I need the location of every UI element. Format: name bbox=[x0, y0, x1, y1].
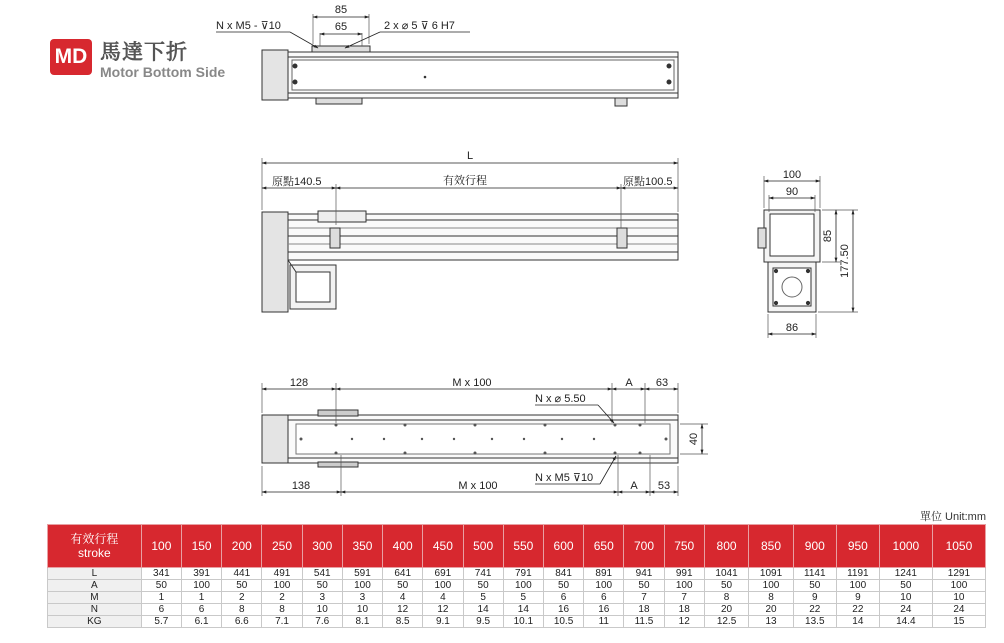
note-nxm5-top: N x M5 - ⊽10 bbox=[216, 20, 281, 32]
table-cell: 7 bbox=[664, 592, 704, 604]
row-label: A bbox=[48, 580, 142, 592]
table-cell: 6.6 bbox=[222, 616, 262, 628]
table-cell: 591 bbox=[342, 568, 382, 580]
stroke-header-value: 150 bbox=[181, 525, 221, 568]
table-cell: 10.5 bbox=[543, 616, 583, 628]
table-cell: 100 bbox=[423, 580, 463, 592]
dim-86-end: 86 bbox=[785, 322, 799, 334]
table-cell: 100 bbox=[342, 580, 382, 592]
table-cell: 14 bbox=[836, 616, 879, 628]
table-cell: 9.1 bbox=[423, 616, 463, 628]
table-cell: 100 bbox=[181, 580, 221, 592]
row-label: M bbox=[48, 592, 142, 604]
table-cell: 18 bbox=[664, 604, 704, 616]
table-cell: 8.5 bbox=[383, 616, 423, 628]
dim-85-top: 85 bbox=[334, 4, 348, 16]
table-cell: 100 bbox=[262, 580, 302, 592]
table-cell: 1291 bbox=[932, 568, 985, 580]
spec-table-header bbox=[48, 525, 986, 568]
table-row bbox=[48, 568, 986, 580]
table-cell: 100 bbox=[664, 580, 704, 592]
bottom-motor-block bbox=[262, 415, 288, 463]
table-cell: 14 bbox=[463, 604, 503, 616]
stroke-header-value: 100 bbox=[141, 525, 181, 568]
dim-origin-right: 原點100.5 bbox=[623, 176, 673, 188]
title-chinese: 馬達下折 bbox=[100, 41, 188, 64]
dim-100-end: 100 bbox=[782, 169, 802, 181]
stroke-header-value: 300 bbox=[302, 525, 342, 568]
note-nxm5-bottom: N x M5 ⊽10 bbox=[535, 472, 594, 484]
table-cell: 8 bbox=[749, 592, 793, 604]
row-label: KG bbox=[48, 616, 142, 628]
table-cell: 641 bbox=[383, 568, 423, 580]
table-cell: 6 bbox=[181, 604, 221, 616]
table-cell: 1 bbox=[141, 592, 181, 604]
table-cell: 1 bbox=[181, 592, 221, 604]
table-cell: 6.1 bbox=[181, 616, 221, 628]
table-cell: 10 bbox=[302, 604, 342, 616]
stroke-header-value: 700 bbox=[624, 525, 664, 568]
table-cell: 22 bbox=[793, 604, 836, 616]
table-cell: 5 bbox=[503, 592, 543, 604]
table-cell: 50 bbox=[624, 580, 664, 592]
stroke-header-value: 250 bbox=[262, 525, 302, 568]
table-cell: 891 bbox=[584, 568, 624, 580]
table-cell: 12.5 bbox=[704, 616, 748, 628]
dim-stroke: 有效行程 bbox=[443, 175, 487, 187]
stroke-header-value: 850 bbox=[749, 525, 793, 568]
table-cell: 2 bbox=[262, 592, 302, 604]
dim-177-end: 177.50 bbox=[839, 244, 851, 278]
table-cell: 11.5 bbox=[624, 616, 664, 628]
table-cell: 7.1 bbox=[262, 616, 302, 628]
dim-origin-left: 原點140.5 bbox=[272, 176, 322, 188]
table-cell: 991 bbox=[664, 568, 704, 580]
side-motor-block bbox=[262, 212, 288, 312]
table-cell: 10 bbox=[932, 592, 985, 604]
stroke-header-value: 1050 bbox=[932, 525, 985, 568]
table-cell: 50 bbox=[302, 580, 342, 592]
table-cell: 1041 bbox=[704, 568, 748, 580]
dim-a-top: A bbox=[625, 377, 633, 389]
dim-128: 128 bbox=[289, 377, 309, 389]
table-row bbox=[48, 592, 986, 604]
stroke-header-value: 650 bbox=[584, 525, 624, 568]
table-cell: 50 bbox=[463, 580, 503, 592]
table-cell: 791 bbox=[503, 568, 543, 580]
dim-90-end: 90 bbox=[785, 186, 799, 198]
table-cell: 50 bbox=[879, 580, 932, 592]
table-cell: 4 bbox=[423, 592, 463, 604]
table-cell: 10 bbox=[879, 592, 932, 604]
stroke-header-cn: 有效行程 bbox=[70, 532, 119, 546]
table-cell: 1091 bbox=[749, 568, 793, 580]
dim-mx100-top: M x 100 bbox=[452, 377, 492, 389]
table-cell: 50 bbox=[793, 580, 836, 592]
dim-40: 40 bbox=[688, 432, 700, 446]
unit-label: 單位 Unit:mm bbox=[920, 511, 986, 523]
note-pin-hole: 2 x ⌀ 5 ⊽ 6 H7 bbox=[384, 20, 455, 32]
table-cell: 14.4 bbox=[879, 616, 932, 628]
dim-mx100-bottom: M x 100 bbox=[458, 480, 498, 492]
stroke-header-value: 200 bbox=[222, 525, 262, 568]
table-cell: 18 bbox=[624, 604, 664, 616]
table-cell: 13 bbox=[749, 616, 793, 628]
table-cell: 8.1 bbox=[342, 616, 382, 628]
table-cell: 14 bbox=[503, 604, 543, 616]
table-cell: 3 bbox=[302, 592, 342, 604]
table-cell: 8 bbox=[222, 604, 262, 616]
dim-138: 138 bbox=[291, 480, 311, 492]
table-cell: 491 bbox=[262, 568, 302, 580]
table-cell: 12 bbox=[423, 604, 463, 616]
table-cell: 10 bbox=[342, 604, 382, 616]
table-cell: 6 bbox=[584, 592, 624, 604]
dim-63: 63 bbox=[655, 377, 669, 389]
table-cell: 100 bbox=[932, 580, 985, 592]
table-cell: 6 bbox=[543, 592, 583, 604]
table-cell: 1141 bbox=[793, 568, 836, 580]
table-row bbox=[48, 604, 986, 616]
table-row bbox=[48, 616, 986, 628]
stroke-header-value: 350 bbox=[342, 525, 382, 568]
table-cell: 12 bbox=[664, 616, 704, 628]
table-cell: 50 bbox=[704, 580, 748, 592]
table-cell: 7 bbox=[624, 592, 664, 604]
table-cell: 441 bbox=[222, 568, 262, 580]
dim-a-bottom: A bbox=[630, 480, 638, 492]
title-english: Motor Bottom Side bbox=[100, 64, 226, 80]
table-cell: 391 bbox=[181, 568, 221, 580]
stroke-header-cell bbox=[48, 525, 142, 568]
table-cell: 841 bbox=[543, 568, 583, 580]
table-cell: 50 bbox=[383, 580, 423, 592]
table-cell: 20 bbox=[749, 604, 793, 616]
spec-table bbox=[47, 524, 986, 628]
row-label: N bbox=[48, 604, 142, 616]
stroke-header-value: 1000 bbox=[879, 525, 932, 568]
table-cell: 691 bbox=[423, 568, 463, 580]
stroke-header-value: 950 bbox=[836, 525, 879, 568]
table-cell: 1241 bbox=[879, 568, 932, 580]
table-cell: 12 bbox=[383, 604, 423, 616]
table-cell: 100 bbox=[836, 580, 879, 592]
md-badge: MD bbox=[50, 39, 92, 75]
table-cell: 100 bbox=[584, 580, 624, 592]
dim-65-top: 65 bbox=[334, 21, 348, 33]
stroke-header-en: stroke bbox=[78, 546, 111, 560]
table-cell: 22 bbox=[836, 604, 879, 616]
stroke-header-value: 550 bbox=[503, 525, 543, 568]
stroke-header-value: 600 bbox=[543, 525, 583, 568]
table-cell: 11 bbox=[584, 616, 624, 628]
table-cell: 10.1 bbox=[503, 616, 543, 628]
table-cell: 3 bbox=[342, 592, 382, 604]
table-cell: 941 bbox=[624, 568, 664, 580]
table-cell: 9 bbox=[836, 592, 879, 604]
stroke-header-value: 500 bbox=[463, 525, 503, 568]
note-nx550: N x ⌀ 5.50 bbox=[535, 393, 586, 405]
row-label: L bbox=[48, 568, 142, 580]
dim-53: 53 bbox=[657, 480, 671, 492]
stroke-header-value: 400 bbox=[383, 525, 423, 568]
table-cell: 16 bbox=[543, 604, 583, 616]
table-cell: 5.7 bbox=[141, 616, 181, 628]
table-cell: 20 bbox=[704, 604, 748, 616]
table-cell: 16 bbox=[584, 604, 624, 616]
table-cell: 341 bbox=[141, 568, 181, 580]
table-cell: 5 bbox=[463, 592, 503, 604]
table-cell: 4 bbox=[383, 592, 423, 604]
table-cell: 50 bbox=[141, 580, 181, 592]
table-cell: 741 bbox=[463, 568, 503, 580]
top-motor-block bbox=[262, 50, 288, 100]
table-cell: 8 bbox=[262, 604, 302, 616]
table-cell: 50 bbox=[543, 580, 583, 592]
table-cell: 100 bbox=[749, 580, 793, 592]
stroke-header-value: 450 bbox=[423, 525, 463, 568]
table-cell: 7.6 bbox=[302, 616, 342, 628]
table-cell: 541 bbox=[302, 568, 342, 580]
table-cell: 24 bbox=[879, 604, 932, 616]
table-cell: 100 bbox=[503, 580, 543, 592]
table-cell: 1191 bbox=[836, 568, 879, 580]
table-row bbox=[48, 580, 986, 592]
table-cell: 9.5 bbox=[463, 616, 503, 628]
table-cell: 6 bbox=[141, 604, 181, 616]
dim-L: L bbox=[466, 150, 474, 162]
table-cell: 15 bbox=[932, 616, 985, 628]
table-cell: 8 bbox=[704, 592, 748, 604]
stroke-header-value: 750 bbox=[664, 525, 704, 568]
table-cell: 2 bbox=[222, 592, 262, 604]
spec-table-body bbox=[48, 568, 986, 628]
stroke-header-value: 900 bbox=[793, 525, 836, 568]
table-cell: 50 bbox=[222, 580, 262, 592]
table-cell: 13.5 bbox=[793, 616, 836, 628]
table-cell: 24 bbox=[932, 604, 985, 616]
dim-85-end: 85 bbox=[822, 229, 834, 243]
stroke-header-value: 800 bbox=[704, 525, 748, 568]
table-cell: 9 bbox=[793, 592, 836, 604]
